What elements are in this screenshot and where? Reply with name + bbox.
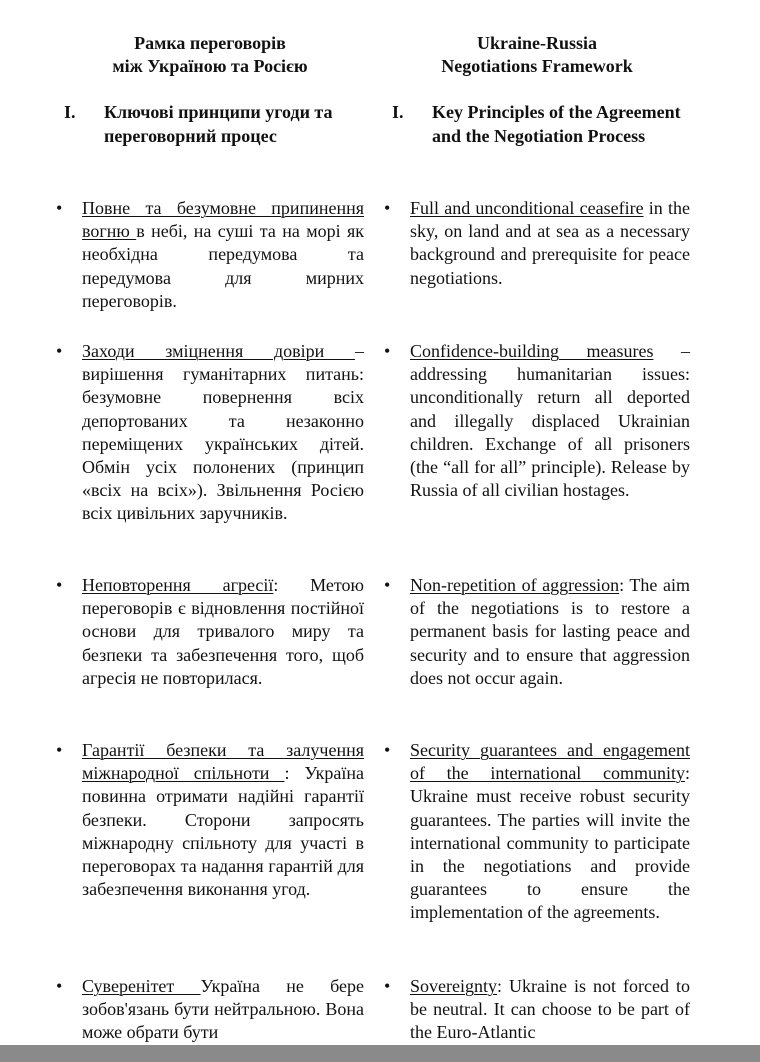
en-principle-text: : The aim of the negotiations is to restore a permanent basis for lasting peace and security and to ensure that aggression does not occur again.: [410, 575, 691, 688]
en-section-title: Key Principles of the Agreement and the Negotiation Process: [432, 102, 681, 146]
ua-section-number: I.: [64, 102, 76, 122]
en-section-number: I.: [392, 102, 404, 122]
ua-principle-ceasefire: [56, 197, 364, 313]
bullet-icon: •: [384, 341, 391, 361]
bullet-icon: •: [56, 198, 63, 218]
ua-principle-term: Неповторення агресії: [82, 575, 274, 595]
ua-principle-security: [56, 739, 364, 901]
en-title-line-2: Negotiations Framework: [441, 56, 633, 76]
ua-principle-text: : Україна повинна отримати надійні гарантії безпеки. Сторони запросять міжнародну спільноту для участі в переговорах та надання гарантій для забезпечення виконання угод.: [82, 763, 364, 900]
viewer-bottom-bar: [0, 1045, 760, 1062]
en-principle-ceasefire: [384, 197, 690, 290]
bullet-icon: •: [56, 341, 63, 361]
en-principle-confidence: [384, 340, 690, 502]
ua-document-title: [56, 32, 364, 78]
bullet-icon: •: [384, 575, 391, 595]
en-document-title: [384, 32, 690, 78]
en-section-heading: [392, 101, 690, 148]
ua-title-line-1: Рамка переговорів: [134, 33, 286, 53]
ua-title-line-2: між Україною та Росією: [112, 56, 308, 76]
ua-principle-term: Заходи зміцнення довіри: [82, 341, 355, 361]
ua-principle-term: Суверенітет: [82, 976, 201, 996]
bullet-icon: •: [56, 740, 63, 760]
en-principle-term: Full and unconditional ceasefire: [410, 198, 644, 218]
ua-principle-text: – вирішення гуманітарних питань: безумовне повернення всіх депортованих та незаконно переміщених українських дітей. Обмін усіх полонених (принцип «всіх на всіх»). Звільнення Росією всіх цивільних заручників.: [82, 341, 364, 524]
en-title-line-1: Ukraine-Russia: [476, 33, 597, 53]
bullet-icon: •: [384, 198, 391, 218]
en-principle-security: [384, 739, 690, 925]
ua-principle-sovereignty: [56, 975, 364, 1045]
bullet-icon: •: [384, 976, 391, 996]
ua-section-title: Ключові принципи угоди та переговорний процес: [104, 102, 333, 146]
en-principle-text: in the sky, on land and at sea as a necessary background and prerequisite for peace negotiations.: [410, 198, 690, 288]
ua-principle-text: в небі, на суші та на морі як необхідна передумова та передумова для мирних переговорів.: [82, 221, 364, 311]
en-principle-text: : Ukraine must receive robust security guarantees. The parties will invite the international community to participate in the negotiations and provide guarantees to ensure the implementation of the agreements.: [410, 763, 690, 923]
ua-principle-text: : Метою переговорів є відновлення постійної основи для тривалого миру та безпеки та забезпечення того, щоб агресія не повторилася.: [82, 575, 364, 688]
en-principle-term: Security guarantees and engagement of the international community: [410, 740, 690, 784]
ua-principle-non-repetition: [56, 574, 364, 690]
ua-section-heading: [64, 101, 364, 148]
ua-principle-text: Україна не бере зобов'язань бути нейтральною. Вона може обрати бути: [82, 976, 364, 1043]
en-principle-non-repetition: [384, 574, 690, 690]
ua-principle-term: Гарантії безпеки та залучення міжнародної спільноти: [82, 740, 364, 784]
ua-principle-term: Повне та безумовне припинення вогню: [82, 198, 364, 242]
en-principle-sovereignty: [384, 975, 690, 1045]
bullet-icon: •: [56, 575, 63, 595]
en-principle-text: – addressing humanitarian issues: unconditionally return all deported and illegally displaced Ukrainian children. Exchange of all prisoners (the “all for all” principle). Release by Russia of all civilian hostages.: [410, 341, 690, 501]
en-principle-term: Sovereignty: [410, 976, 497, 996]
en-principle-text: : Ukraine is not forced to be neutral. It can choose to be part of the Euro-Atlantic: [410, 976, 690, 1043]
bullet-icon: •: [384, 740, 391, 760]
en-principle-term: Confidence-building measures: [410, 341, 654, 361]
bullet-icon: •: [56, 976, 63, 996]
en-principle-term: Non-repetition of aggression: [410, 575, 620, 595]
ua-principle-confidence: [56, 340, 364, 526]
